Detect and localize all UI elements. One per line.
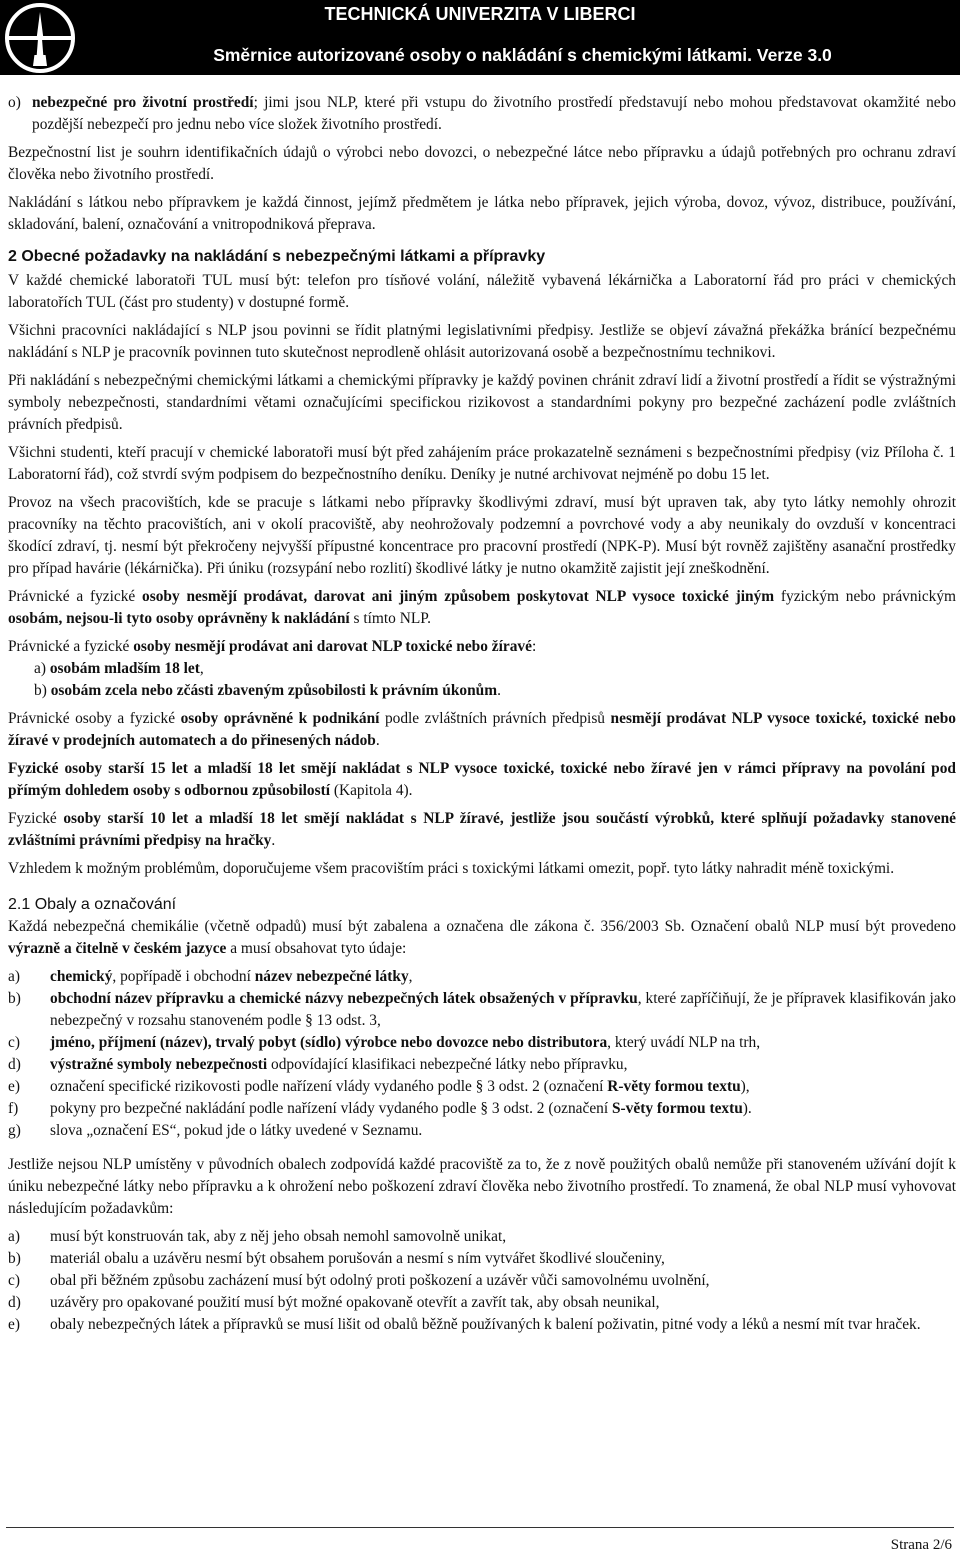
list-item: b) obchodní název přípravku a chemické názvy nebezpečných látek obsažených v přípravku, které zapříčiňují, že je přípravek klasifikován jako nebezpečný v rozsahu stanoveném podle § 13 odst. 3,: [8, 990, 956, 1029]
page-number: Strana 2/6: [890, 1537, 952, 1553]
paragraph-bezpecnostni-list: Bezpečnostní list je souhrn identifikačních údajů o výrobci nebo dovozci, o nebezpečné látce nebo přípravku a údajů potřebných pro ochranu zdraví člověka nebo životního prostředí.: [8, 144, 956, 183]
list-item: a) osobám mladším 18 let,: [34, 660, 204, 677]
list-item: g) slova „označení ES“, pokud jde o látky uvedené v Seznamu.: [8, 1122, 423, 1139]
paragraph: Všichni studenti, kteří pracují v chemické laboratoři musí být před zahájením práce prokazatelně seznámeni s bezpečnostními předpisy (viz Příloha č. 1 Laboratorní řád), což stvrdí svým podpisem do bezpečnostního deníku. Deníky je nutné archivovat nejméně po dobu 15 let.: [8, 444, 956, 483]
paragraph: Jestliže nejsou NLP umístěny v původních obalech zodpovídá každé pracoviště za to, že z nově použitých obalů nemůže při stanoveném užívání dojít k úniku nebezpečné látky nebo přípravku a k ohrožení nebo poškození zdraví člověka nebo životního prostředí. To znamená, že obal NLP musí vyhovovat následujícím požadavkům:: [8, 1156, 956, 1217]
paragraph: Provoz na všech pracovištích, kde se pracuje s látkami nebo přípravky škodlivými zdraví, musí být upraven tak, aby tyto látky nemohly ohrozit pracovníky na těchto pracovištích, ani v okolí pracoviště, aby neohrožovaly podzemní a povrchové vody a aby neunikaly do ovzduší v koncentraci škodící zdraví, tj. nesmí být překročeny nejvyšší přípustné koncentrace pro pracovní prostředí (NPK-P). Musí být rovněž zajištěny asanační prostředky pro případ havárie (lékárnička). Při úniku (rozsypání nebo rozlití) škodlivé látky je nutno okamžitě zajistit její zneškodnění.: [8, 494, 956, 577]
label-requirements-list: [8, 966, 956, 1142]
paragraph: Právnické osoby a fyzické osoby oprávněné k podnikání podle zvláštních právních předpisů nesmějí prodávat NLP vysoce toxické, toxické nebo žíravé v prodejních automatech a do přinesených nádob.: [8, 710, 956, 749]
paragraph: Všichni pracovníci nakládající s NLP jsou povinni se řídit platnými legislativními předpisy. Jestliže se objeví závažná překážka bránící bezpečnému nakládání s NLP je pracovník povinnen tuto skutečnost neprodleně ohlásit autorizovaná osobě a bezpečnostnímu technikovi.: [8, 322, 956, 361]
list-item: d) výstražné symboly nebezpečnosti odpovídající klasifikaci nebezpečné látky nebo přípravku,: [8, 1056, 628, 1073]
paragraph: Při nakládání s nebezpečnými chemickými látkami a chemickými přípravky je každý povinen chránit zdraví lidí a životní prostředí a řídit se výstražnými symboly nebezpečnosti, standardními větami označujícími specifickou rizikovost a standardními pokyny pro bezpečné zacházení podle zvláštních právních předpisů.: [8, 372, 956, 433]
section-heading-2-1: 2.1 Obaly a označování: [8, 896, 177, 913]
document-body: [8, 92, 956, 1342]
section-heading-2: 2 Obecné požadavky na nakládání s nebezpečnými látkami a přípravky: [8, 248, 546, 265]
list-item: b) materiál obalu a uzávěru nesmí být obsahem porušován a nesmí s ním vytvářet škodlivé sloučeniny,: [8, 1250, 665, 1267]
footer-divider: [6, 1527, 954, 1528]
list-item: e) označení specifické rizikovosti podle nařízení vlády vydaného podle § 3 odst. 2 (označení R-věty formou textu),: [8, 1078, 750, 1095]
definition-text: ; jimi jsou NLP, které při vstupu do životního prostředí představují nebo mohou představovat okamžité nebo pozdější nebezpečí pro jednu nebo více složek životního prostředí.: [32, 94, 956, 133]
paragraph: V každé chemické laboratoři TUL musí být: telefon pro tísňové volání, náležitě vybavená lékárnička a Laboratorní řád pro práci v chemických laboratořích TUL (část pro studenty) v dostupné formě.: [8, 272, 956, 311]
list-item: d) uzávěry pro opakované použití musí být možné opakovaně otevřít a zavřít tak, aby obsah neunikal,: [8, 1294, 660, 1311]
list-item: b) osobám zcela nebo zčásti zbaveným způsobilosti k právním úkonům.: [34, 682, 501, 699]
paragraph: Každá nebezpečná chemikálie (včetně odpadů) musí být zabalena a označena dle zákona č. 356/2003 Sb. Označení obalů NLP musí být provedeno výrazně a čitelně v českém jazyce a musí obsahovat tyto údaje:: [8, 918, 956, 957]
list-item: f) pokyny pro bezpečné nakládání podle nařízení vlády vydaného podle § 3 odst. 2 (označení S-věty formou textu).: [8, 1100, 752, 1117]
definition-o: [8, 92, 956, 136]
paragraph-nakladani: Nakládání s látkou nebo přípravkem je každá činnost, jejímž předmětem je látka nebo přípravek, jejich výroba, dovoz, vývoz, distribuce, používání, skladování, balení, označování a vnitropodniková přeprava.: [8, 194, 956, 233]
paragraph: Fyzické osoby starší 10 let a mladší 18 let smějí nakládat s NLP žíravé, jestliže jsou součástí výrobků, které splňují požadavky stanovené zvláštními právními předpisy na hračky.: [8, 810, 956, 849]
list-item: a) chemický, popřípadě i obchodní název nebezpečné látky,: [8, 968, 413, 985]
paragraph: Právnické a fyzické osoby nesmějí prodávat ani darovat NLP toxické nebo žíravé:: [8, 638, 537, 655]
list-item: e) obaly nebezpečných látek a přípravků se musí lišit od obalů běžně používaných k balení poživatin, pitné vody a léků a nesmí mít tvar hraček.: [8, 1316, 921, 1333]
document-title: Směrnice autorizované osoby o nakládání s chemickými látkami. Verze 3.0: [213, 45, 832, 65]
restriction-list: [8, 658, 956, 702]
paragraph: Právnické a fyzické osoby nesmějí prodávat, darovat ani jiným způsobem poskytovat NLP vysoce toxické jiným fyzickým nebo právnickým osobám, nejsou-li tyto osoby oprávněny k nakládání s tímto NLP.: [8, 588, 957, 627]
list-item: c) jméno, příjmení (název), trvalý pobyt (sídlo) výrobce nebo dovozce nebo distributora, který uvádí NLP na trh,: [8, 1034, 761, 1051]
university-logo-icon: [0, 0, 80, 75]
packaging-requirements-list: [8, 1226, 956, 1336]
list-item: a) musí být konstruován tak, aby z něj jeho obsah nemohl samovolně unikat,: [8, 1228, 507, 1245]
paragraph: Fyzické osoby starší 15 let a mladší 18 let smějí nakládat s NLP vysoce toxické, toxické nebo žíravé jen v rámci přípravy na povolání pod přímým dohledem osoby s odbornou způsobilostí (Kapitola 4).: [8, 760, 956, 799]
paragraph: Vzhledem k možným problémům, doporučujeme všem pracovištím práci s toxickými látkami omezit, popř. tyto látky nahradit méně toxickými.: [8, 860, 895, 877]
definition-term: nebezpečné pro životní prostředí: [32, 94, 254, 111]
list-label: o): [8, 94, 21, 111]
list-item: c) obal při běžném způsobu zacházení musí být odolný proti poškození a uzávěr vůči samovolnému uvolnění,: [8, 1272, 710, 1289]
page-header: [0, 0, 960, 75]
university-name: TECHNICKÁ UNIVERZITA V LIBERCI: [324, 4, 636, 24]
